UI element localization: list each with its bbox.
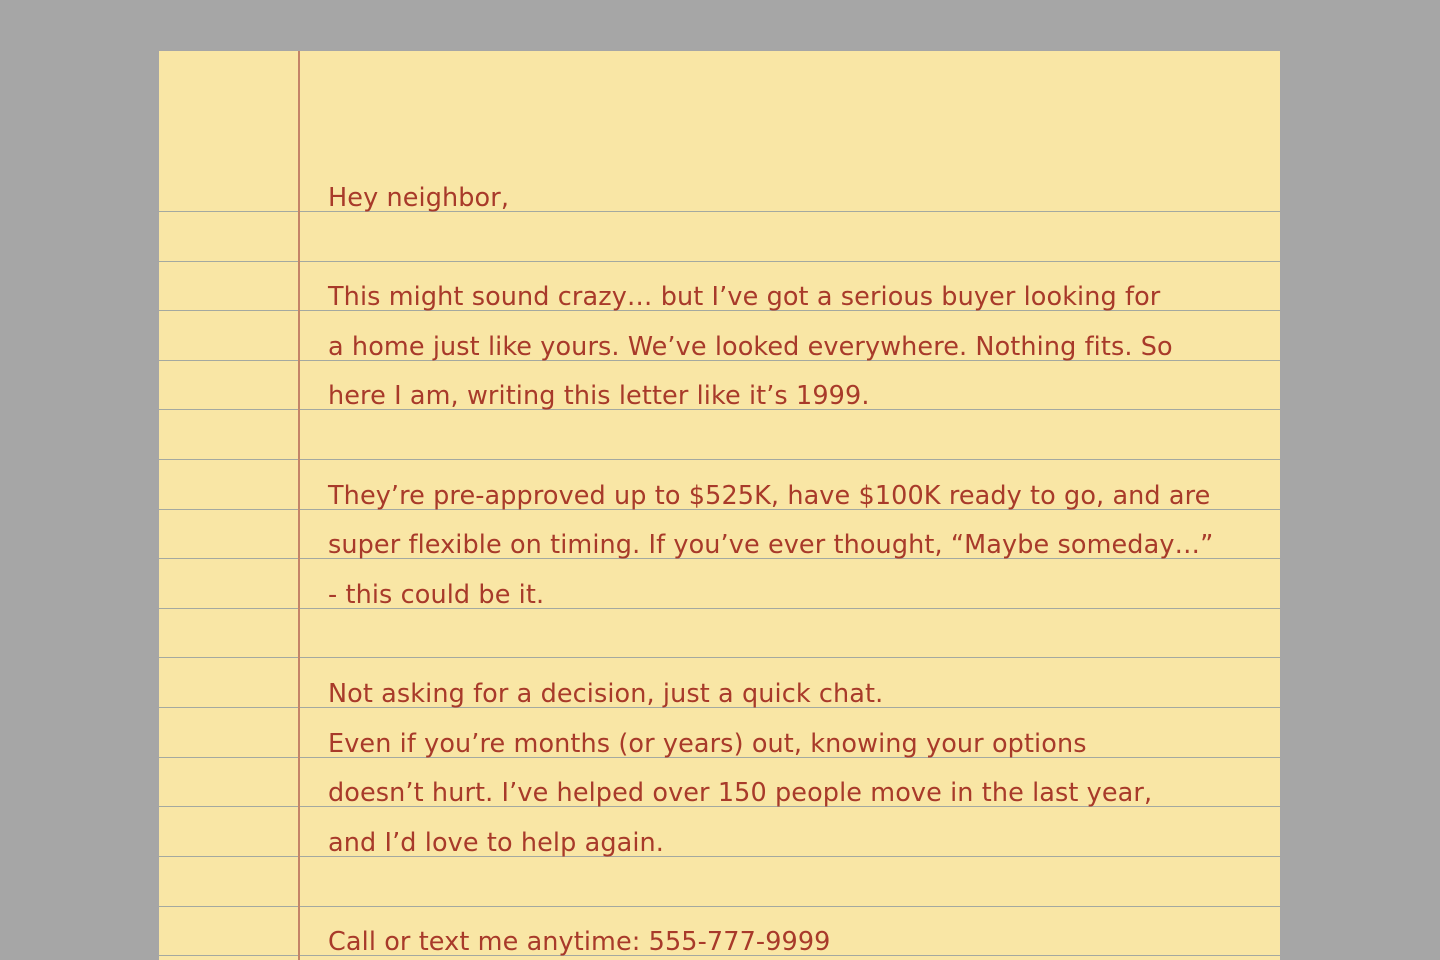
letter-line: doesn’t hurt. I’ve helped over 150 people move in the last year, bbox=[328, 778, 1153, 808]
ruled-line bbox=[159, 906, 1280, 907]
letter-line: a home just like yours. We’ve looked everywhere. Nothing fits. So bbox=[328, 332, 1173, 362]
letter-line: here I am, writing this letter like it’s 1999. bbox=[328, 381, 870, 411]
ruled-line bbox=[159, 459, 1280, 460]
ruled-line bbox=[159, 657, 1280, 658]
letter-line: Even if you’re months (or years) out, knowing your options bbox=[328, 729, 1087, 759]
letter-line: - this could be it. bbox=[328, 580, 545, 610]
notebook-paper bbox=[159, 51, 1280, 960]
contact-line: Call or text me anytime: 555-777-9999 bbox=[328, 927, 831, 957]
ruled-line bbox=[159, 261, 1280, 262]
letter-line: This might sound crazy… but I’ve got a serious buyer looking for bbox=[328, 282, 1161, 312]
letter-line: super flexible on timing. If you’ve ever thought, “Maybe someday…” bbox=[328, 530, 1214, 560]
letter-line: and I’d love to help again. bbox=[328, 828, 664, 858]
letter-greeting: Hey neighbor, bbox=[328, 183, 510, 213]
margin-line bbox=[298, 51, 300, 960]
letter-line: They’re pre-approved up to $525K, have $100K ready to go, and are bbox=[328, 481, 1211, 511]
letter-line: Not asking for a decision, just a quick chat. bbox=[328, 679, 884, 709]
